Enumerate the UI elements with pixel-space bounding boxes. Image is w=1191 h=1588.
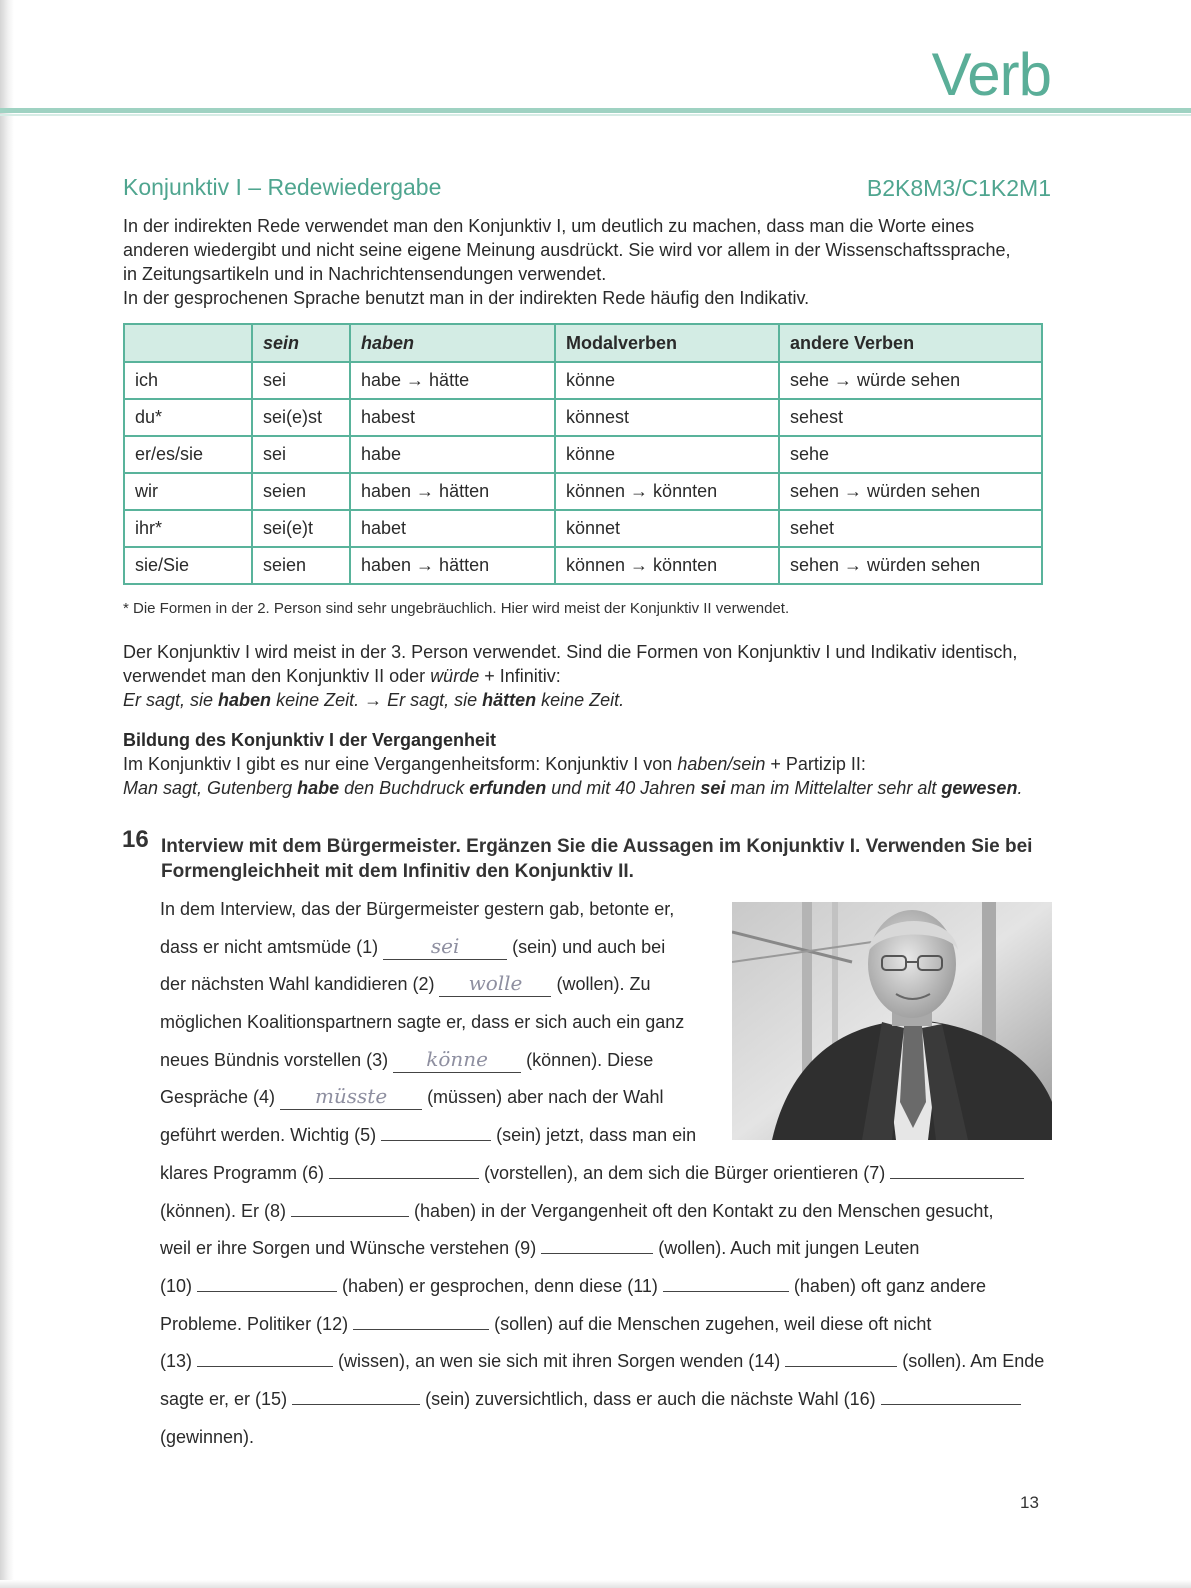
cloze-text: (sein) und auch bei <box>507 936 666 957</box>
table-cell: sei(e)st <box>252 399 350 436</box>
table-header-cell: sein <box>252 324 350 362</box>
cloze-text: Gespräche (4) <box>160 1087 281 1108</box>
table-cell: können → könnten <box>555 473 779 510</box>
cloze-text: (gewinnen). <box>160 1426 255 1447</box>
instruction-line: Formengleichheit mit dem Infinitiv den Konjunktiv II. <box>161 861 634 882</box>
past-tense-section <box>123 728 1063 800</box>
table-cell: könnest <box>555 399 779 436</box>
answer-blank-14[interactable] <box>785 1346 897 1367</box>
cloze-line <box>160 1233 1045 1271</box>
answer-blank-13[interactable] <box>197 1346 333 1367</box>
cloze-text: (vorstellen), an dem sich die Bürger orientieren (7) <box>479 1162 891 1183</box>
intro-line: in Zeitungsartikeln und in Nachrichtensendungen verwendet. <box>123 264 607 284</box>
text-run: Man sagt, Gutenberg <box>123 778 298 798</box>
section-code: B2K8M3/C1K2M1 <box>866 175 1051 201</box>
table-cell: habe <box>350 436 555 473</box>
answer-blank-2[interactable]: wolle <box>439 976 551 997</box>
cloze-line <box>160 1309 1045 1347</box>
text-run: und mit 40 Jahren <box>546 778 701 798</box>
cloze-line <box>160 1045 1045 1083</box>
answer-blank-7[interactable] <box>890 1158 1024 1179</box>
answer-blank-1[interactable]: sei <box>383 939 507 960</box>
cloze-text: klares Programm (6) <box>160 1162 330 1183</box>
cloze-exercise <box>160 894 1045 1459</box>
table-row <box>124 547 1042 584</box>
table-cell: sei <box>252 436 350 473</box>
table-cell: habe → hätte <box>350 362 555 399</box>
scan-edge-shadow <box>0 0 14 1588</box>
table-header-cell: andere Verben <box>779 324 1042 362</box>
answer-blank-8[interactable] <box>291 1196 409 1217</box>
cloze-text: (wollen). Auch mit jungen Leuten <box>653 1238 920 1259</box>
usage-line: Der Konjunktiv I wird meist in der 3. Person verwendet. Sind die Formen von Konjunktiv I und Indikativ identisch, <box>123 642 1018 662</box>
answer-blank-5[interactable] <box>381 1120 491 1141</box>
text-run: + Infinitiv: <box>479 666 561 686</box>
answer-blank-12[interactable] <box>353 1309 489 1330</box>
table-row <box>124 473 1042 510</box>
table-row <box>124 399 1042 436</box>
table-cell: sehest <box>779 399 1042 436</box>
cloze-text: der nächsten Wahl kandidieren (2) <box>160 974 440 995</box>
cloze-line <box>160 1007 1045 1045</box>
cloze-line <box>160 1384 1045 1422</box>
cloze-text: geführt werden. Wichtig (5) <box>160 1125 382 1146</box>
table-cell: du* <box>124 399 252 436</box>
table-cell: habest <box>350 399 555 436</box>
text-run-bold: erfunden <box>469 778 547 798</box>
text-run: keine Zeit. <box>536 690 625 710</box>
section-title: Konjunktiv I – Redewiedergabe <box>123 174 442 200</box>
cloze-line <box>160 1346 1045 1384</box>
cloze-line <box>160 1271 1045 1309</box>
text-run-italic: würde <box>430 666 480 686</box>
table-cell: könnet <box>555 510 779 547</box>
instruction-line: Interview mit dem Bürgermeister. Ergänzen Sie die Aussagen im Konjunktiv I. Verwenden Sie bei <box>161 836 1033 857</box>
text-run: Er sagt, sie <box>123 690 219 710</box>
table-cell: ich <box>124 362 252 399</box>
table-cell: sei(e)t <box>252 510 350 547</box>
cloze-text: In dem Interview, das der Bürgermeister gestern gab, betonte er, <box>160 899 675 919</box>
cloze-text: weil er ihre Sorgen und Wünsche verstehen (9) <box>160 1238 542 1259</box>
past-heading: Bildung des Konjunktiv I der Vergangenheit <box>123 730 497 750</box>
cloze-text: (sollen). Am Ende <box>897 1351 1045 1372</box>
table-cell: ihr* <box>124 510 252 547</box>
table-row <box>124 362 1042 399</box>
text-run: + Partizip II: <box>765 754 866 774</box>
text-run: Im Konjunktiv I gibt es nur eine Vergangenheitsform: Konjunktiv I von <box>123 754 678 774</box>
table-cell: haben → hätten <box>350 547 555 584</box>
usage-line <box>123 664 1063 688</box>
text-run: verwendet man den Konjunktiv II oder <box>123 666 431 686</box>
cloze-text: (können). Er (8) <box>160 1200 292 1221</box>
text-run: den Buchdruck <box>339 778 470 798</box>
text-run-italic: haben/sein <box>677 754 766 774</box>
cloze-line <box>160 894 1045 932</box>
cloze-text: (13) <box>160 1351 198 1372</box>
cloze-text: (sein) zuversichtlich, dass er auch die nächste Wahl (16) <box>420 1388 881 1409</box>
table-cell: könne <box>555 362 779 399</box>
table-cell: er/es/sie <box>124 436 252 473</box>
table-cell: können → könnten <box>555 547 779 584</box>
cloze-line <box>160 1120 1045 1158</box>
cloze-text: (haben) in der Vergangenheit oft den Kontakt zu den Menschen gesucht, <box>409 1200 994 1221</box>
cloze-line <box>160 1082 1045 1120</box>
table-cell: könne <box>555 436 779 473</box>
table-cell: sehe → würde sehen <box>779 362 1042 399</box>
table-cell: sehen → würden sehen <box>779 473 1042 510</box>
table-cell: sei <box>252 362 350 399</box>
table-footnote: * Die Formen in der 2. Person sind sehr ungebräuchlich. Hier wird meist der Konjunktiv II verwendet. <box>123 600 790 617</box>
exercise-number: 16 <box>122 826 149 853</box>
answer-blank-10[interactable] <box>197 1271 337 1292</box>
table-cell: seien <box>252 547 350 584</box>
table-cell: sie/Sie <box>124 547 252 584</box>
exercise-instruction <box>161 834 1041 884</box>
cloze-line <box>160 969 1045 1007</box>
table-row <box>124 436 1042 473</box>
cloze-text: neues Bündnis vorstellen (3) <box>160 1049 394 1070</box>
intro-line: In der gesprochenen Sprache benutzt man in der indirekten Rede häufig den Indikativ. <box>123 288 810 308</box>
table-cell: habet <box>350 510 555 547</box>
cloze-text: möglichen Koalitionspartnern sagte er, dass er sich auch ein ganz <box>160 1012 685 1033</box>
table-row <box>124 510 1042 547</box>
text-run-bold: haben <box>218 690 272 710</box>
cloze-text: (haben) oft ganz andere <box>788 1275 987 1296</box>
text-run-bold: gewesen <box>941 778 1018 798</box>
page-number: 13 <box>1020 1493 1039 1512</box>
text-run: man im Mittelalter sehr alt <box>725 778 942 798</box>
cloze-text: dass er nicht amtsmüde (1) <box>160 936 384 957</box>
answer-blank-3[interactable]: könne <box>393 1052 521 1073</box>
intro-paragraph <box>123 214 1063 310</box>
intro-line: In der indirekten Rede verwendet man den Konjunktiv I, um deutlich zu machen, dass man die Worte eines <box>123 216 975 236</box>
table-header-row <box>124 324 1042 362</box>
chapter-title: Verb <box>931 41 1051 108</box>
cloze-line <box>160 932 1045 970</box>
table-header-cell: Modalverben <box>555 324 779 362</box>
usage-paragraph <box>123 640 1063 712</box>
cloze-text: (sollen) auf die Menschen zugehen, weil diese oft nicht <box>489 1313 932 1334</box>
answer-blank-16[interactable] <box>881 1384 1021 1405</box>
answer-blank-11[interactable] <box>663 1271 789 1292</box>
cloze-line <box>160 1422 1045 1460</box>
cloze-text: sagte er, er (15) <box>160 1388 293 1409</box>
cloze-line <box>160 1196 1045 1234</box>
scan-bottom-shadow <box>0 1580 1191 1588</box>
table-header-cell: haben <box>350 324 555 362</box>
table-cell: seien <box>252 473 350 510</box>
intro-line: anderen wiedergibt und nicht seine eigene Meinung ausdrückt. Sie wird vor allem in der Wissenschaftssprache, <box>123 240 1011 260</box>
table-header-cell <box>124 324 252 362</box>
table-cell: sehen → würden sehen <box>779 547 1042 584</box>
answer-blank-6[interactable] <box>329 1158 479 1179</box>
answer-blank-15[interactable] <box>292 1384 420 1405</box>
cloze-text: (sein) jetzt, dass man ein <box>491 1125 697 1146</box>
text-run: . <box>1017 778 1023 798</box>
cloze-text: (wissen), an wen sie sich mit ihren Sorgen wenden (14) <box>333 1351 786 1372</box>
table-cell: wir <box>124 473 252 510</box>
text-run: keine Zeit. → Er sagt, sie <box>271 690 483 710</box>
header-rule-shadow <box>0 114 1191 116</box>
text-run-bold: sei <box>700 778 726 798</box>
cloze-text: (können). Diese <box>521 1049 654 1070</box>
cloze-text: (10) <box>160 1275 198 1296</box>
usage-example <box>123 688 1063 712</box>
cloze-text: (müssen) aber nach der Wahl <box>422 1087 664 1108</box>
cloze-text: (wollen). Zu <box>551 974 651 995</box>
cloze-text: (haben) er gesprochen, denn diese (11) <box>337 1275 663 1296</box>
text-run-bold: hätten <box>482 690 537 710</box>
past-example <box>123 776 1063 800</box>
answer-blank-9[interactable] <box>541 1233 653 1254</box>
answer-blank-4[interactable]: müsste <box>280 1089 422 1110</box>
conjugation-table <box>123 323 1043 585</box>
cloze-text: Probleme. Politiker (12) <box>160 1313 354 1334</box>
table-cell: sehet <box>779 510 1042 547</box>
table-cell: sehe <box>779 436 1042 473</box>
text-run-bold: habe <box>297 778 340 798</box>
header-rule <box>0 108 1191 113</box>
past-rule <box>123 752 1063 776</box>
table-cell: haben → hätten <box>350 473 555 510</box>
cloze-line <box>160 1158 1045 1196</box>
